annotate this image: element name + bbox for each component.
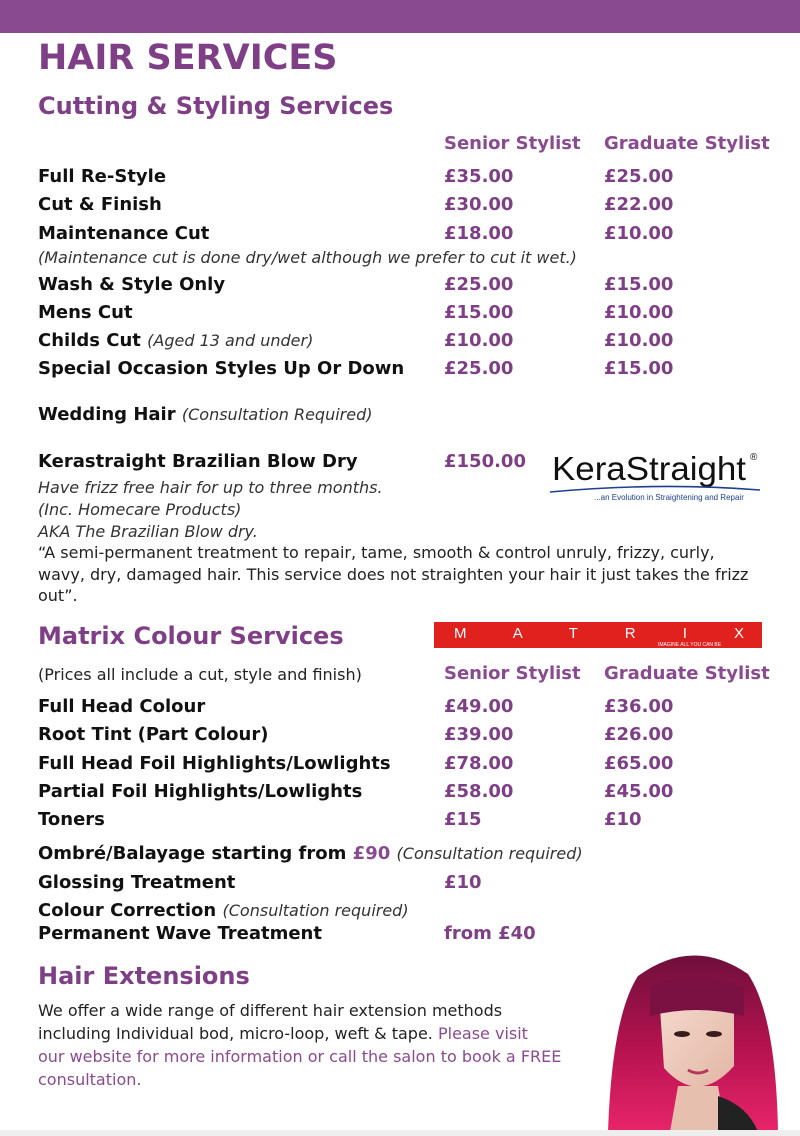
kerastraight-line3: AKA The Brazilian Blow dry. [38,522,258,541]
page-title: HAIR SERVICES [38,38,338,78]
cutting-col-graduate: Graduate Stylist [604,133,770,154]
kerastraight-logo-text: KeraStraight [552,450,746,487]
extensions-line4: consultation. [38,1070,142,1089]
senior-price: £15 [444,809,482,830]
service-name: Partial Foil Highlights/Lowlights [38,781,363,802]
senior-price: £25.00 [444,358,514,379]
ombre-name: Ombré/Balayage starting from [38,843,347,864]
service-name: Full Head Colour [38,696,206,717]
service-name: Wash & Style Only [38,274,226,295]
bottom-divider [0,1130,800,1136]
graduate-price: £10.00 [604,223,674,244]
maintenance-note: (Maintenance cut is done dry/wet although we prefer to cut it wet.) [38,248,577,267]
senior-price: £10.00 [444,330,514,351]
senior-price: £15.00 [444,302,514,323]
ombre-row [38,843,583,864]
wedding-name: Wedding Hair [38,404,176,425]
matrix-logo-tag: IMAGINE ALL YOU CAN BE [658,642,722,648]
service-name: Full Re-Style [38,166,167,187]
cutting-heading: Cutting & Styling Services [38,92,394,120]
service-name: Maintenance Cut [38,223,210,244]
matrix-intro: (Prices all include a cut, style and finish) [38,665,362,684]
senior-price: £39.00 [444,724,514,745]
kerastraight-line2: (Inc. Homecare Products) [38,500,242,519]
service-row-childs [38,330,313,351]
graduate-price: £45.00 [604,781,674,802]
kerastraight-quote2: wavy, dry, damaged hair. This service does not straighten your hair it just takes the frizz [38,565,749,584]
service-name: Mens Cut [38,302,133,323]
service-name: Childs Cut [38,330,141,351]
graduate-price: £26.00 [604,724,674,745]
senior-price: £25.00 [444,274,514,295]
kerastraight-quote1: “A semi-permanent treatment to repair, tame, smooth & control unruly, frizzy, curly, [38,543,715,562]
kerastraight-name: Kerastraight Brazilian Blow Dry [38,451,358,472]
correction-row [38,900,409,921]
matrix-heading: Matrix Colour Services [38,622,344,650]
extensions-line2b: Please visit [437,1024,528,1043]
graduate-price: £15.00 [604,274,674,295]
senior-price: £18.00 [444,223,514,244]
graduate-price: £15.00 [604,358,674,379]
extensions-line3: our website for more information or call the salon to book a FREE [38,1047,562,1066]
graduate-price: £10.00 [604,302,674,323]
model-photo [598,946,788,1132]
perm-name: Permanent Wave Treatment [38,923,322,944]
service-name: Special Occasion Styles Up Or Down [38,358,405,379]
matrix-logo-text: M A T R I X [454,625,744,642]
extensions-line1: We offer a wide range of different hair extension methods [38,1001,503,1020]
service-note: (Aged 13 and under) [147,331,314,350]
senior-price: £35.00 [444,166,514,187]
senior-price: £49.00 [444,696,514,717]
graduate-price: £36.00 [604,696,674,717]
matrix-col-graduate: Graduate Stylist [604,663,770,684]
glossing-name: Glossing Treatment [38,872,236,893]
graduate-price: £25.00 [604,166,674,187]
service-name: Toners [38,809,105,830]
correction-note: (Consultation required) [222,901,409,920]
top-color-bar [0,0,800,33]
senior-price: £30.00 [444,194,514,215]
extensions-heading: Hair Extensions [38,962,250,990]
extensions-line2 [38,1024,528,1043]
service-name: Root Tint (Part Colour) [38,724,269,745]
graduate-price: £10.00 [604,330,674,351]
kerastraight-logo [548,446,762,506]
matrix-col-senior: Senior Stylist [444,663,581,684]
graduate-price: £65.00 [604,753,674,774]
ombre-price: £90 [352,843,391,864]
glossing-price: £10 [444,872,482,893]
kerastraight-quote3: out”. [38,586,78,605]
graduate-price: £22.00 [604,194,674,215]
service-name: Cut & Finish [38,194,162,215]
ombre-note: (Consultation required) [396,844,583,863]
extensions-line2a: including Individual bod, micro-loop, weft & tape. [38,1024,433,1043]
senior-price: £58.00 [444,781,514,802]
kerastraight-line1: Have frizz free hair for up to three months. [38,478,383,497]
kerastraight-logo-reg: ® [750,452,758,463]
wedding-note: (Consultation Required) [181,405,373,424]
graduate-price: £10 [604,809,642,830]
wedding-row [38,404,372,425]
correction-name: Colour Correction [38,900,217,921]
senior-price: £78.00 [444,753,514,774]
kerastraight-price: £150.00 [444,451,526,472]
perm-price: from £40 [444,923,536,944]
cutting-col-senior: Senior Stylist [444,133,581,154]
kerastraight-logo-tag: ...an Evolution in Straightening and Repair [594,493,744,502]
matrix-logo [434,622,762,648]
service-name: Full Head Foil Highlights/Lowlights [38,753,391,774]
